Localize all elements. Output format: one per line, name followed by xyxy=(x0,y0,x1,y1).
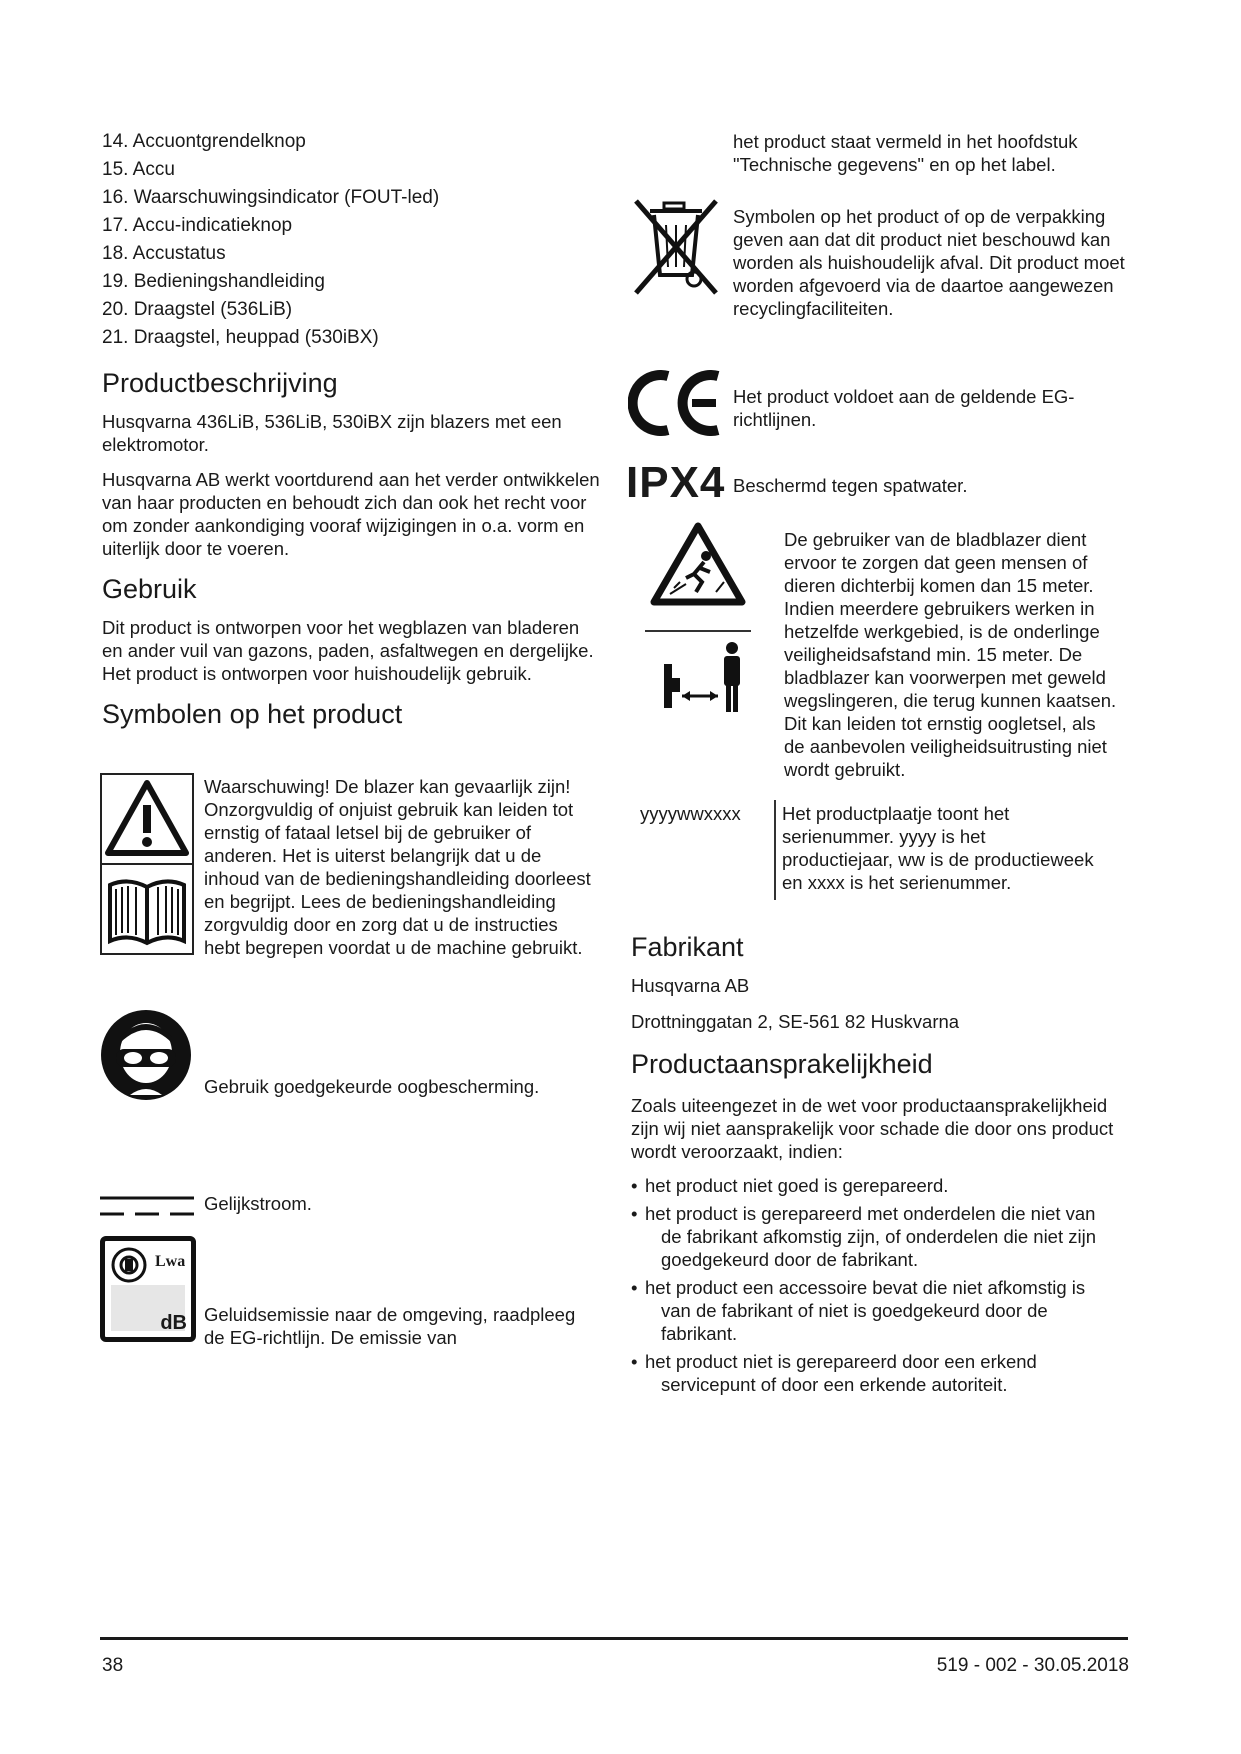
footer-rule xyxy=(100,1637,1128,1640)
eye-protection-icon xyxy=(100,1009,192,1101)
manufacturer-heading: Fabrikant xyxy=(631,932,744,962)
symbols-heading: Symbolen op het product xyxy=(102,699,403,729)
use-heading: Gebruik xyxy=(102,574,197,604)
warning-triangle-icon xyxy=(100,773,194,865)
manufacturer-name: Husqvarna AB xyxy=(631,975,750,996)
serial-text: Het productplaatje toont het serienummer. yyyy is het productiejaar, ww is de productieweek en xxxx is het serienummer. xyxy=(782,803,1094,893)
divider xyxy=(645,630,751,632)
product-description-p1: Husqvarna 436LiB, 536LiB, 530iBX zijn blazers met een elektromotor. xyxy=(102,411,562,455)
serial-divider xyxy=(774,800,776,900)
list-item: 18. Accustatus xyxy=(102,243,226,264)
dc-text: Gelijkstroom. xyxy=(204,1193,312,1214)
serial-code: yyyywwxxxx xyxy=(640,803,741,824)
eye-protection-text: Gebruik goedgekeurde oogbescherming. xyxy=(204,1076,540,1097)
distance-text: De gebruiker van de bladblazer dient ervoor te zorgen dat geen mensen of dieren dichterbij komen dan 15 meter. Indien meerdere gebruikers werken in hetzelfde werkgebied, is de onderlinge veiligheidsafstand min. 15 meter. De bladblazer kan voorwerpen met geweld wegslingeren, die terug kunnen kaatsen. Dit kan leiden tot ernstig oogletsel, als de aanbevolen veiligheidsuitrusting niet wordt gebruikt. xyxy=(784,529,1117,780)
manufacturer-address: Drottninggatan 2, SE-561 82 Huskvarna xyxy=(631,1011,960,1032)
liability-list xyxy=(631,1174,1101,1401)
ce-mark-icon xyxy=(628,370,726,436)
noise-icon-label-top: Lwa xyxy=(155,1253,186,1270)
bullet-text: het product niet is gerepareerd door een erkend servicepunt of door een erkende autoriteit. xyxy=(645,1351,1037,1395)
liability-heading: Productaansprakelijkheid xyxy=(631,1049,933,1079)
use-p1: Dit product is ontworpen voor het wegblazen van bladeren en ander vuil van gazons, paden, asfaltwegen en dergelijke. Het product is ontworpen voor huishoudelijk gebruik. xyxy=(102,617,594,684)
safety-distance-icon xyxy=(660,640,750,714)
bullet-text: het product is gerepareerd met onderdelen die niet van de fabrikant afkomstig zijn, of onderdelen die niet zijn goedgekeurd door de fabrikant. xyxy=(645,1203,1097,1270)
document-reference: 519 - 002 - 30.05.2018 xyxy=(936,1655,1129,1676)
list-item: • het product niet is gerepareerd door een erkend servicepunt of door een erkende autoriteit. xyxy=(631,1351,1037,1395)
list-item: • het product een accessoire bevat die niet afkomstig is van de fabrikant of niet is goedgekeurd door de fabrikant. xyxy=(631,1277,1086,1344)
list-item: 21. Draagstel, heuppad (530iBX) xyxy=(102,327,379,348)
left-column xyxy=(102,128,602,741)
ce-text: Het product voldoet aan de geldende EG-richtlijnen. xyxy=(733,386,1075,430)
ipx4-text: Beschermd tegen spatwater. xyxy=(733,475,968,496)
crossed-out-bin-icon xyxy=(628,197,724,297)
bullet-text: het product een accessoire bevat die niet afkomstig is van de fabrikant of niet is goedgekeurd door de fabrikant. xyxy=(645,1277,1086,1344)
parts-list xyxy=(102,128,602,352)
noise-continued-text: het product staat vermeld in het hoofdstuk "Technische gegevens" en op het label. xyxy=(733,131,1078,175)
list-item: 17. Accu-indicatieknop xyxy=(102,215,293,236)
list-item: 15. Accu xyxy=(102,159,175,180)
page-number: 38 xyxy=(102,1655,124,1676)
product-description-heading: Productbeschrijving xyxy=(102,368,338,398)
list-item: • het product niet goed is gerepareerd. xyxy=(631,1175,949,1196)
list-item: 19. Bedieningshandleiding xyxy=(102,271,325,292)
list-item: 16. Waarschuwingsindicator (FOUT-led) xyxy=(102,187,440,208)
list-item: • het product is gerepareerd met onderdelen die niet van de fabrikant afkomstig zijn, of onderdelen die niet zijn goedgekeurd door de fabrikant. xyxy=(631,1203,1097,1270)
manual-book-icon xyxy=(100,863,194,955)
liability-intro: Zoals uiteengezet in de wet voor productaansprakelijkheid zijn wij niet aansprakelijk voor schade die door ons product wordt veroorzaakt, indien: xyxy=(631,1095,1114,1162)
list-item: 20. Draagstel (536LiB) xyxy=(102,299,293,320)
noise-text: Geluidsemissie naar de omgeving, raadpleeg de EG-richtlijn. De emissie van xyxy=(204,1304,576,1348)
recycle-text: Symbolen op het product of op de verpakking geven aan dat dit product niet beschouwd kan worden als huishoudelijk afval. Dit product moet worden afgevoerd via de daartoe aangewezen recyclingfaciliteiten. xyxy=(733,206,1125,319)
noise-emission-icon xyxy=(100,1236,196,1342)
noise-icon-label-bottom: dB xyxy=(160,1312,187,1334)
thrown-objects-warning-icon xyxy=(650,522,746,608)
warning-text: Waarschuwing! De blazer kan gevaarlijk zijn! Onzorgvuldig of onjuist gebruik kan leiden tot ernstig of fataal letsel bij de gebruiker of anderen. Het is uiterst belangrijk dat u de inhoud van de bedieningshandleiding doorleest en begrijpt. Lees de bedieningshandleiding zorgvuldig door en zorg dat u de instructies hebt begrepen voordat u de machine gebruikt. xyxy=(204,776,591,958)
bullet-text: het product niet goed is gerepareerd. xyxy=(645,1175,949,1196)
list-item: 14. Accuontgrendelknop xyxy=(102,131,306,152)
ipx4-mark: IPX4 xyxy=(626,458,726,507)
product-description-p2: Husqvarna AB werkt voortdurend aan het verder ontwikkelen van haar producten en behoudt zich dan ook het recht voor om zonder aankondiging vooraf wijzigingen in o.a. vorm en uiterlijk door te voeren. xyxy=(102,469,600,559)
direct-current-icon xyxy=(100,1194,194,1218)
